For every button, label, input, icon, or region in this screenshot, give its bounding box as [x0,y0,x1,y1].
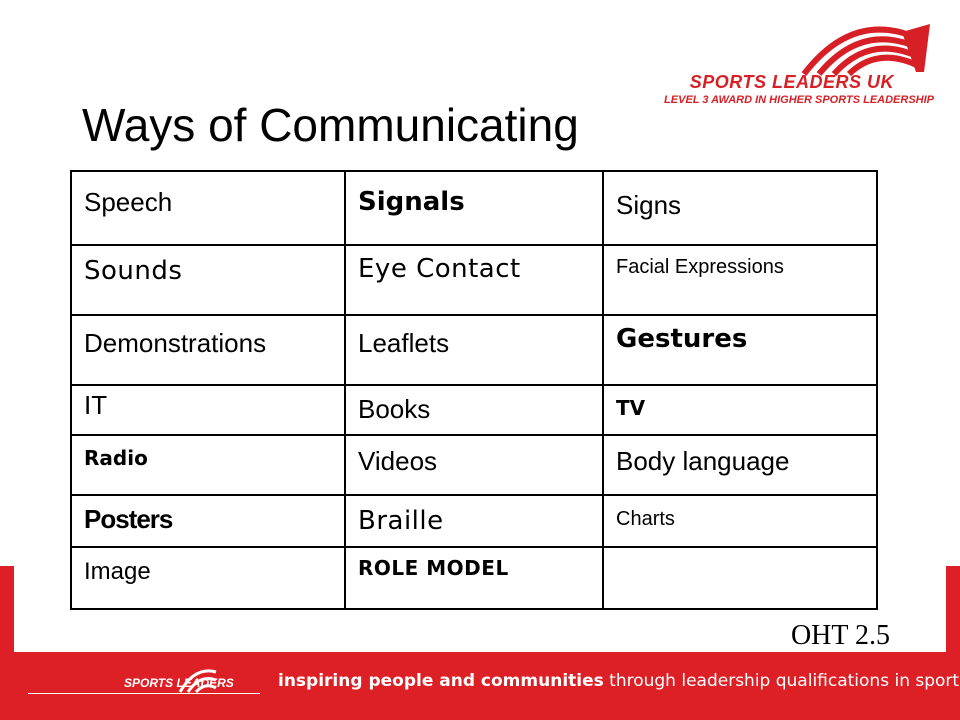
cell-text: Facial Expressions [616,256,784,278]
cell-text: Gestures [616,324,748,354]
table-cell [345,385,603,435]
cell-text: Signals [358,187,465,217]
table-cell [603,547,877,609]
slide-number: OHT 2.5 [790,620,890,651]
table-cell [345,315,603,385]
cell-text: Charts [616,508,675,530]
tagline-bold: inspiring people and communities [278,671,604,691]
table-cell [345,547,603,609]
table-row [71,547,877,609]
cell-text: Image [84,558,151,585]
sports-leaders-logo [664,14,934,106]
table-cell [71,435,345,495]
swoosh-icon [784,14,934,76]
table-cell [603,245,877,315]
cell-text: Posters [84,504,173,534]
table-row [71,435,877,495]
table-row [71,315,877,385]
cell-text: Books [358,394,431,424]
table-cell [71,245,345,315]
table-cell [603,385,877,435]
cell-text: TV [616,396,646,420]
cell-text: Signs [616,190,682,220]
cell-text: Sounds [84,256,183,286]
cell-text: IT [84,390,108,420]
table-cell [71,171,345,245]
table-row [71,171,877,245]
table-row [71,385,877,435]
table-cell [345,245,603,315]
cell-text: Radio [84,446,148,470]
communication-table [70,170,878,610]
table-cell [345,171,603,245]
table-cell [603,495,877,547]
table-row [71,245,877,315]
footer-tagline [278,671,959,691]
footer-logo-text: SPORTS LEADERS [124,676,234,690]
table-row [71,495,877,547]
table-cell [603,315,877,385]
table-cell [345,435,603,495]
cell-text: Videos [358,446,438,476]
footer-divider [28,693,260,694]
tagline-rest: through leadership qualifications in sport [603,671,960,691]
table-cell [345,495,603,547]
cell-text: Demonstrations [84,328,267,358]
cell-text: Braille [358,506,444,536]
page-title: Ways of Communicating [82,99,579,151]
table-cell [603,435,877,495]
cell-text: Leaflets [358,328,450,358]
table-cell [71,385,345,435]
brand-name: SPORTS LEADERS UK [689,72,894,92]
brand-subtitle: LEVEL 3 AWARD IN HIGHER SPORTS LEADERSHIP [664,94,934,106]
cell-text: Speech [84,187,173,217]
cell-text: Eye Contact [358,254,521,284]
cell-text: Body language [616,446,790,476]
cell-text: ROLE MODEL [358,556,509,580]
table-cell [71,315,345,385]
table-cell [71,495,345,547]
table-cell [71,547,345,609]
table-cell [603,171,877,245]
